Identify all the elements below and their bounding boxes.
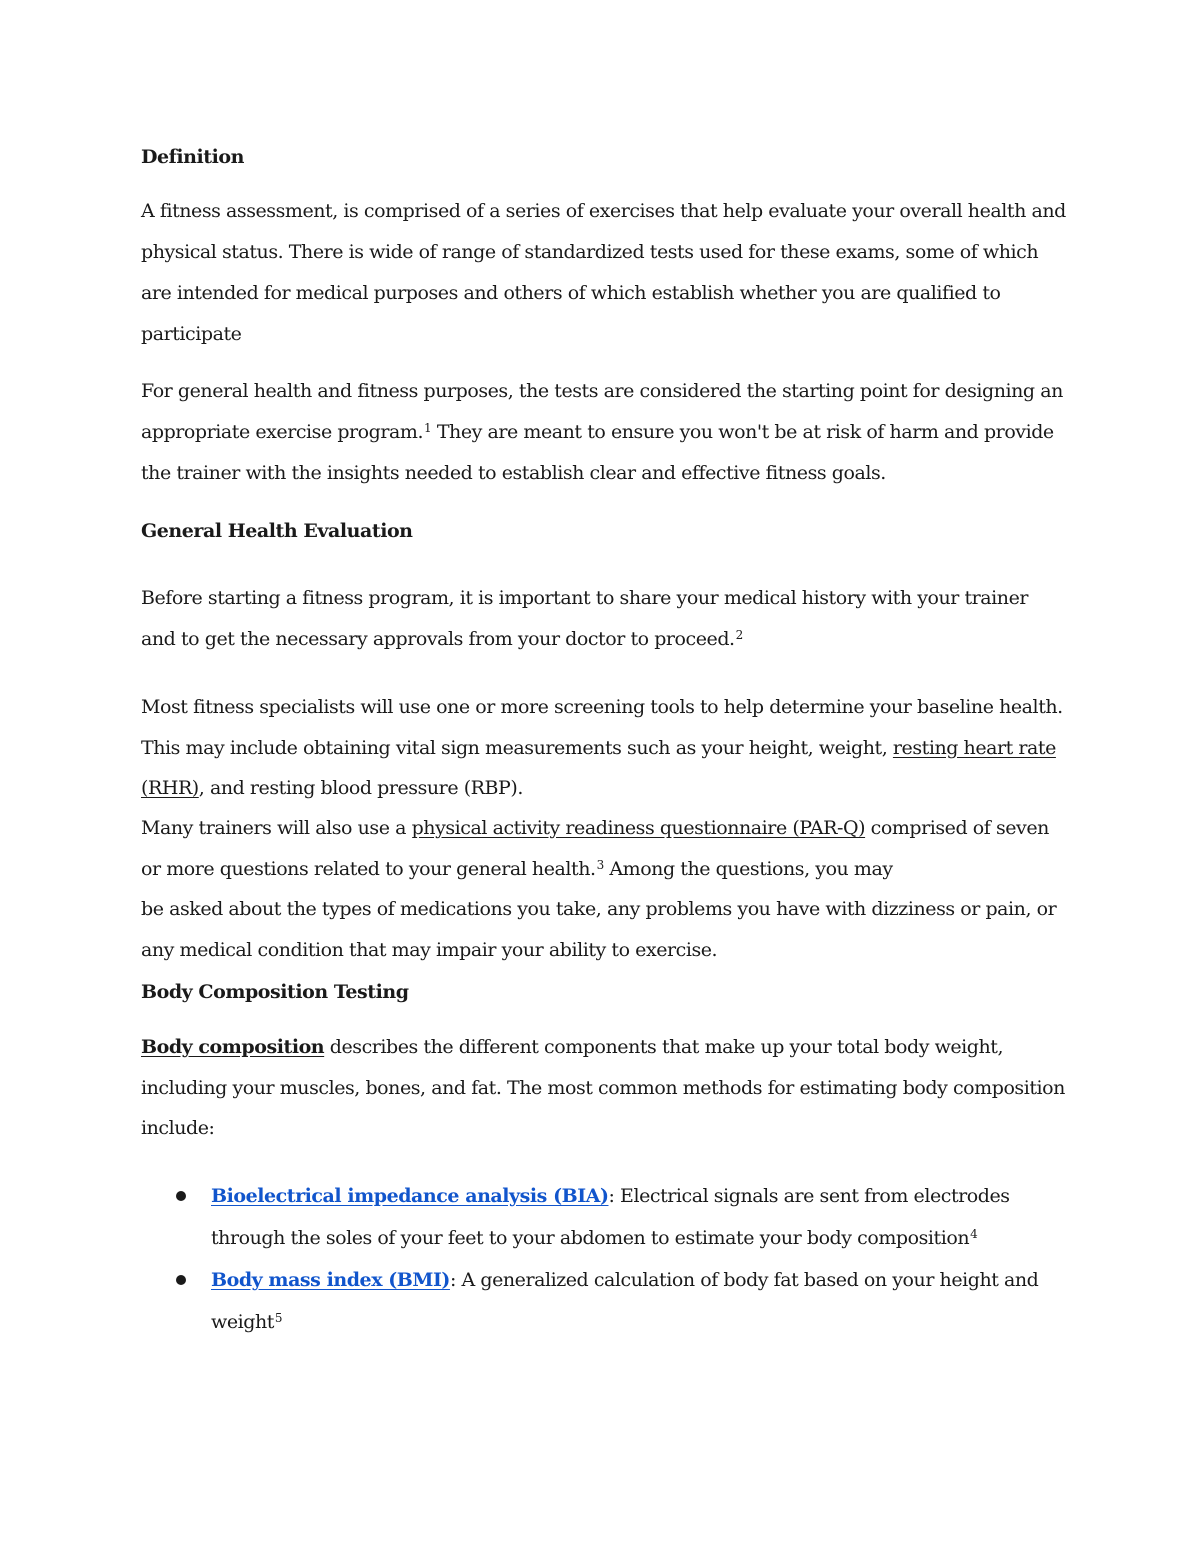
list-item	[141, 1175, 1066, 1259]
heading-definition: Definition	[141, 146, 244, 168]
heading-general-health-evaluation: General Health Evaluation	[141, 520, 413, 542]
body-composition-text: describes the different components that make up your total body weight, including your muscles, bones, and fat. The most common methods for estimating body composition include:	[141, 1036, 1065, 1139]
footnote-marker[interactable]: 1	[424, 421, 432, 435]
heading-body-composition-testing: Body Composition Testing	[141, 981, 409, 1003]
body-composition-paragraph	[141, 1027, 1066, 1149]
general-health-paragraph-3	[141, 808, 1066, 889]
body-composition-link[interactable]: Body composition	[141, 1036, 325, 1058]
definition-p2-text-a: For general health and fitness purposes, the tests are considered the starting point for designing an appropriate exercise program.	[141, 380, 1063, 443]
bmi-link[interactable]: Body mass index (BMI)	[211, 1269, 450, 1291]
general-health-paragraph-2	[141, 687, 1066, 809]
bia-description: : Electrical signals are sent from electrodes through the soles of your feet to your abdomen to estimate your body composition	[211, 1185, 1010, 1249]
bullet-icon	[176, 1191, 186, 1201]
definition-paragraph-2	[141, 371, 1066, 494]
general-health-paragraph-1	[141, 578, 1066, 660]
bullet-icon	[176, 1275, 186, 1285]
footnote-marker[interactable]: 3	[596, 857, 604, 872]
general-health-p2-text-b: , and resting blood pressure (RBP).	[198, 777, 523, 799]
general-health-p3-text-b: comprised of seven or more questions related to your general health.	[141, 817, 1049, 880]
general-health-p1-text: Before starting a fitness program, it is important to share your medical history with your trainer and to get the necessary approvals from your doctor to proceed.	[141, 587, 1029, 650]
list-item	[141, 1259, 1066, 1343]
footnote-marker[interactable]: 5	[274, 1311, 283, 1325]
general-health-paragraph-4: be asked about the types of medications you take, any problems you have with dizziness or pain, or any medical condition that may impair your ability to exercise.	[141, 898, 1057, 961]
footnote-marker[interactable]: 4	[970, 1227, 978, 1241]
general-health-p3-text-c: Among the questions, you may	[603, 857, 893, 880]
general-health-p3-text-a: Many trainers will also use a	[141, 817, 412, 839]
footnote-marker[interactable]: 2	[735, 628, 743, 642]
bmi-description: : A generalized calculation of body fat based on your height and weight	[211, 1269, 1039, 1333]
body-composition-methods-list	[141, 1175, 1066, 1343]
general-health-p2-text-a: Most fitness specialists will use one or more screening tools to help determine your baseline health. This may include obtaining vital sign measurements such as your height, weight,	[141, 696, 1063, 759]
definition-paragraph-1: A fitness assessment, is comprised of a series of exercises that help evaluate your overall health and physical status. There is wide of range of standardized tests used for these exams, some of which are intended for medical purposes and others of which establish whether you are qualified to participate	[141, 200, 1066, 345]
definition-p2-text-b: They are meant to ensure you won't be at risk of harm and provide the trainer with the insights needed to establish clear and effective fitness goals.	[141, 421, 1054, 484]
resting-heart-rate-link[interactable]: resting heart rate (RHR)	[141, 736, 1056, 799]
bia-link[interactable]: Bioelectrical impedance analysis (BIA)	[211, 1185, 609, 1207]
par-q-link[interactable]: physical activity readiness questionnaire (PAR-Q)	[411, 817, 866, 839]
